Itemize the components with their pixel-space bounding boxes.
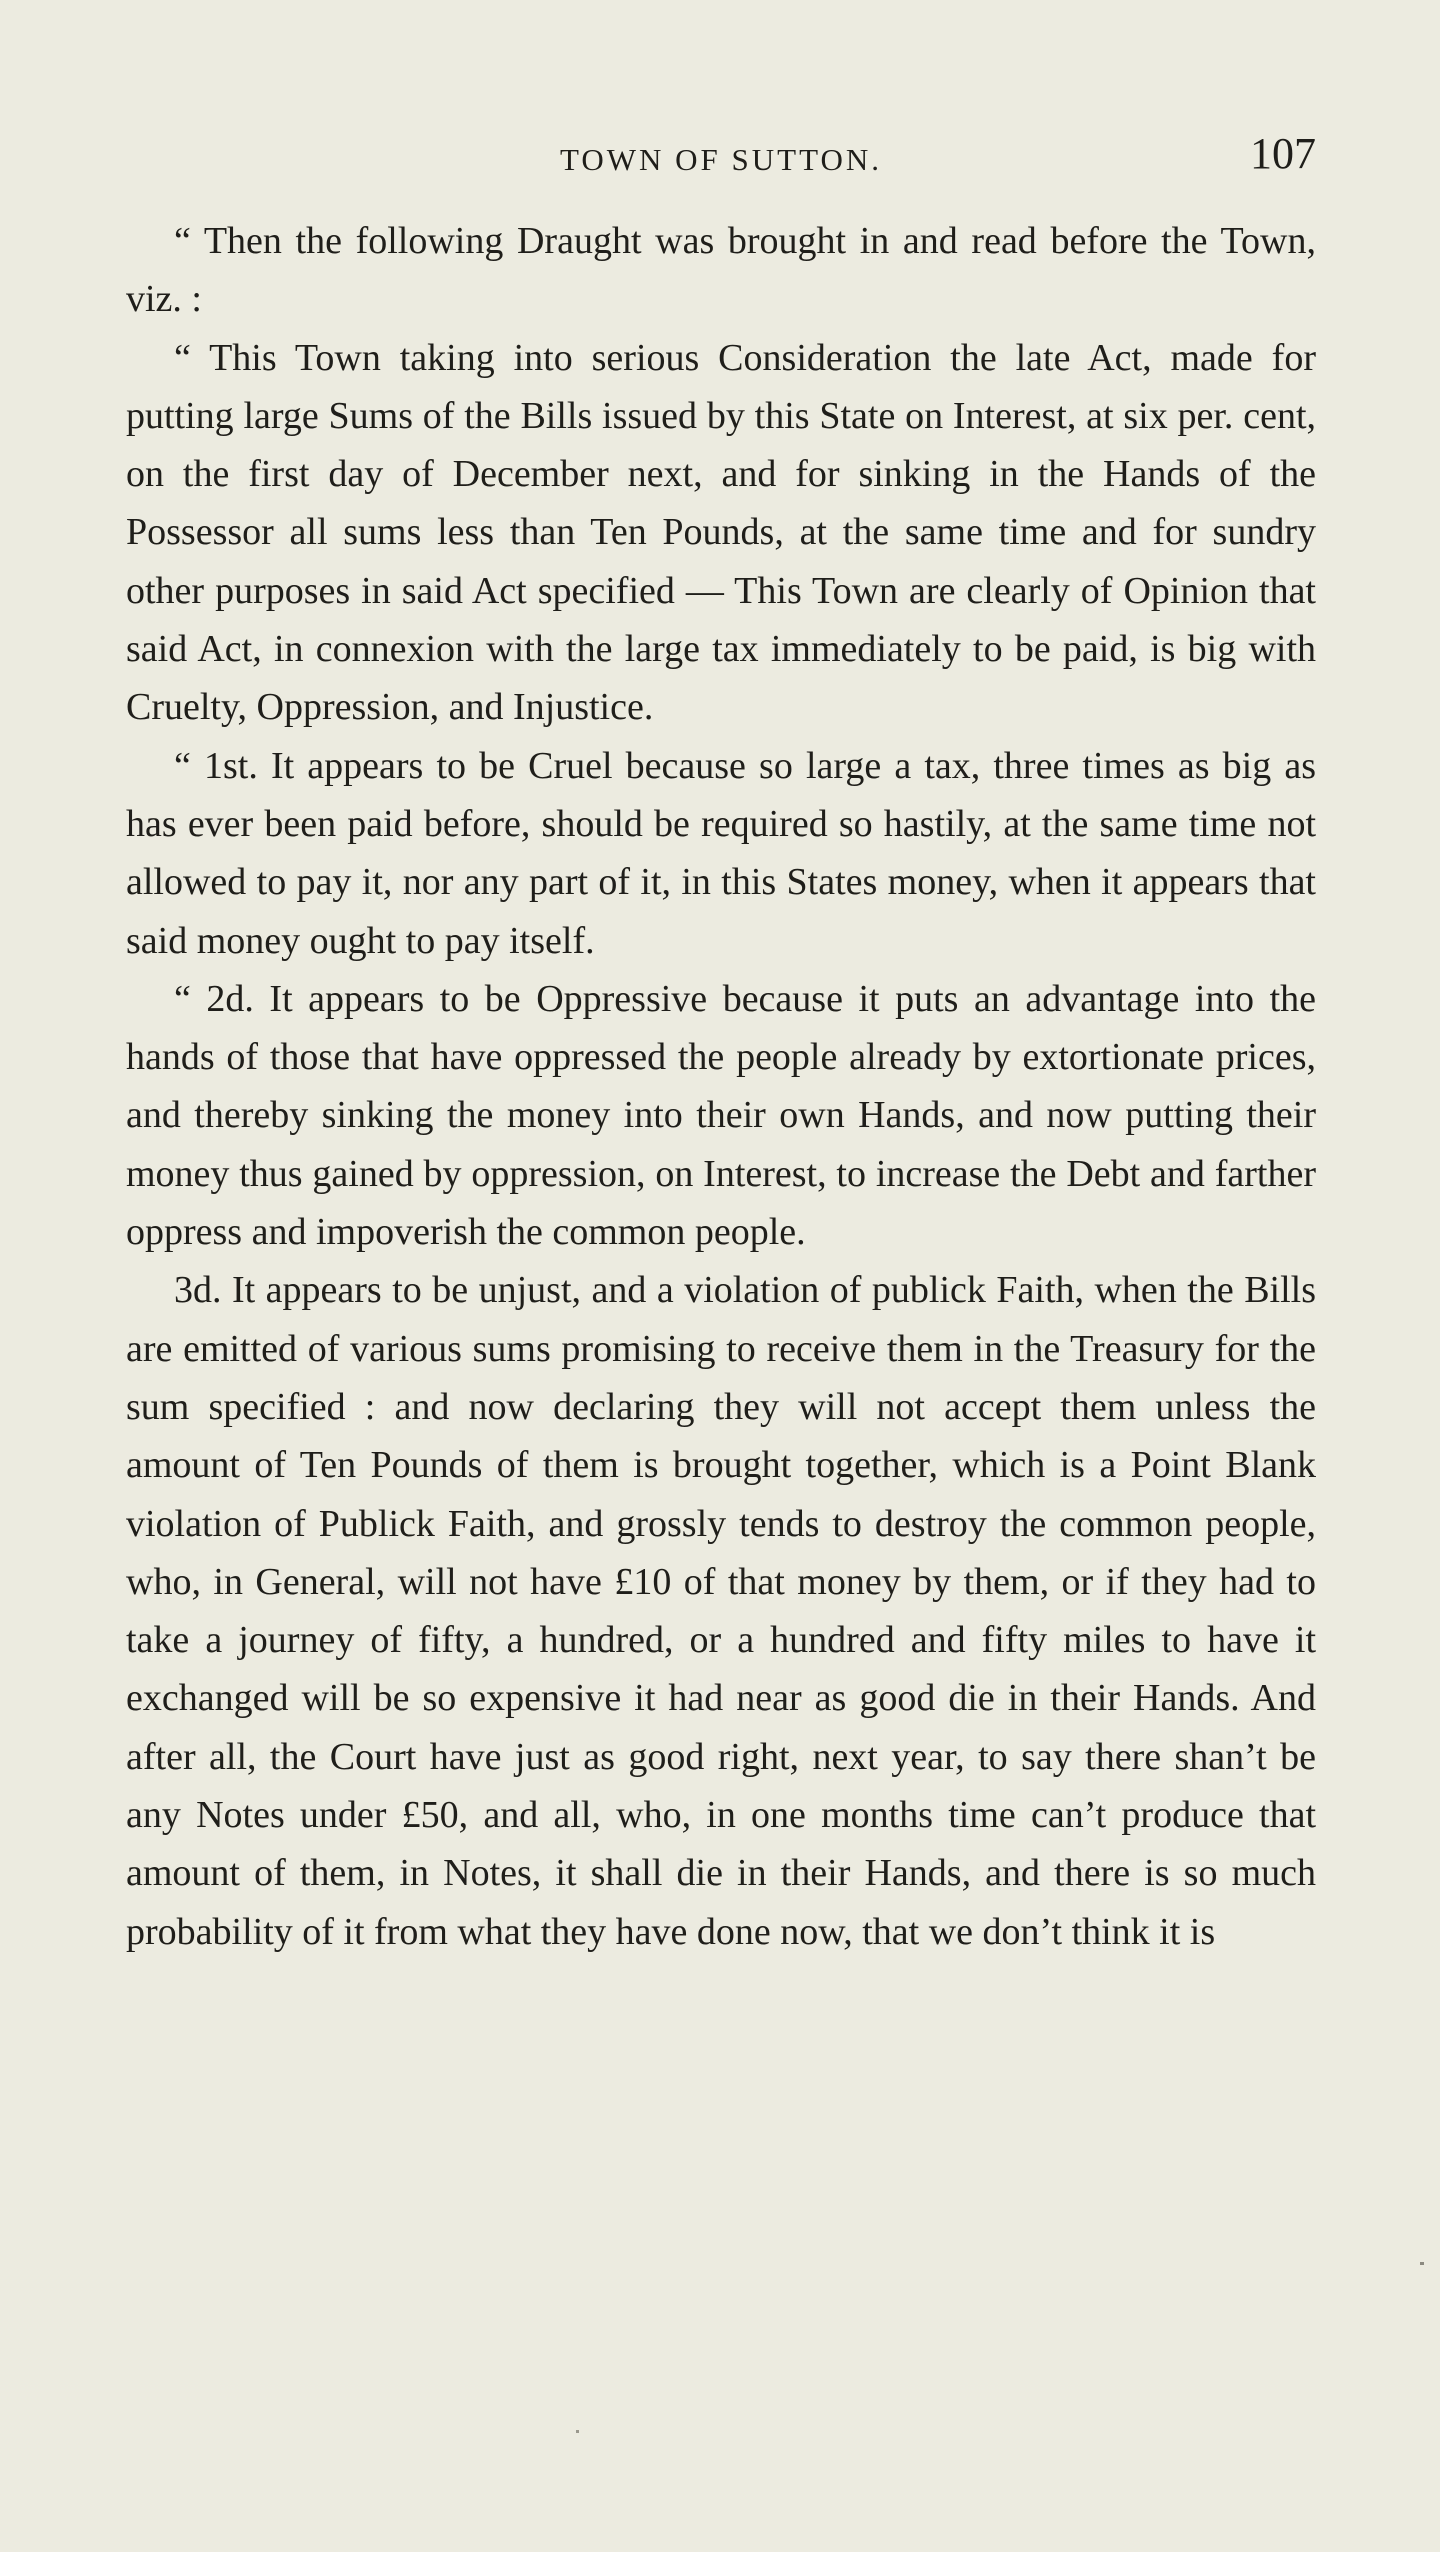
paragraph-third-unjust: 3d. It appears to be unjust, and a violation of publick Faith, when the Bills are emitted of various sums promising to receive them in the Treasury for the sum specified : and now declaring they will not accept them unless the amount of Ten Pounds of them is brought together, which is a Point Blank violation of Publick Faith, and grossly tends to destroy the common people, who, in General, will not have £10 of that money by them, or if they had to take a journey of fifty, a hundred, or a hundred and fifty miles to have it exchanged will be so expensive it had near as good die in their Hands. And after all, the Court have just as good right, next year, to say there shan’t be any Notes under £50, and all, who, in one months time can’t produce that amount of them, in Notes, it shall die in their Hands, and there is so much probability of it from what they have done now, that we don’t think it is bbox=[126, 1269, 1316, 1953]
running-head bbox=[126, 128, 1316, 184]
page-number: 107 bbox=[1250, 129, 1316, 178]
margin-mark bbox=[1420, 2262, 1424, 2265]
paper-speck bbox=[576, 2430, 579, 2433]
paragraph-resolution: “ This Town taking into serious Consideration the late Act, made for putting large Sums of the Bills issued by this State on Interest, at six per. cent, on the first day of December next, and for sinking in the Hands of the Possessor all sums less than Ten Pounds, at the same time and for sundry other purposes in said Act specified — This Town are clearly of Opinion that said Act, in connexion with the large tax immediately to be paid, is big with Cruelty, Oppression, and Injustice. bbox=[126, 336, 1316, 729]
running-head-title: TOWN OF SUTTON. bbox=[559, 142, 882, 177]
paragraph-second-oppressive: “ 2d. It appears to be Oppressive because it puts an advantage into the hands of those that have oppressed the people already by extortionate prices, and thereby sinking the money into their own Hands, and now putting their money thus gained by oppression, on Interest, to increase the Debt and farther oppress and impoverish the common people. bbox=[126, 977, 1316, 1254]
paragraph-draught-intro: “ Then the following Draught was brought in and read before the Town, viz. : bbox=[126, 220, 1316, 321]
paragraph-first-cruel: “ 1st. It appears to be Cruel because so large a tax, three times as big as has ever been paid before, should be required so hastily, at the same time not allowed to pay it, nor any part of it, in this States money, when it appears that said money ought to pay itself. bbox=[126, 744, 1316, 962]
body-text bbox=[126, 212, 1316, 1961]
